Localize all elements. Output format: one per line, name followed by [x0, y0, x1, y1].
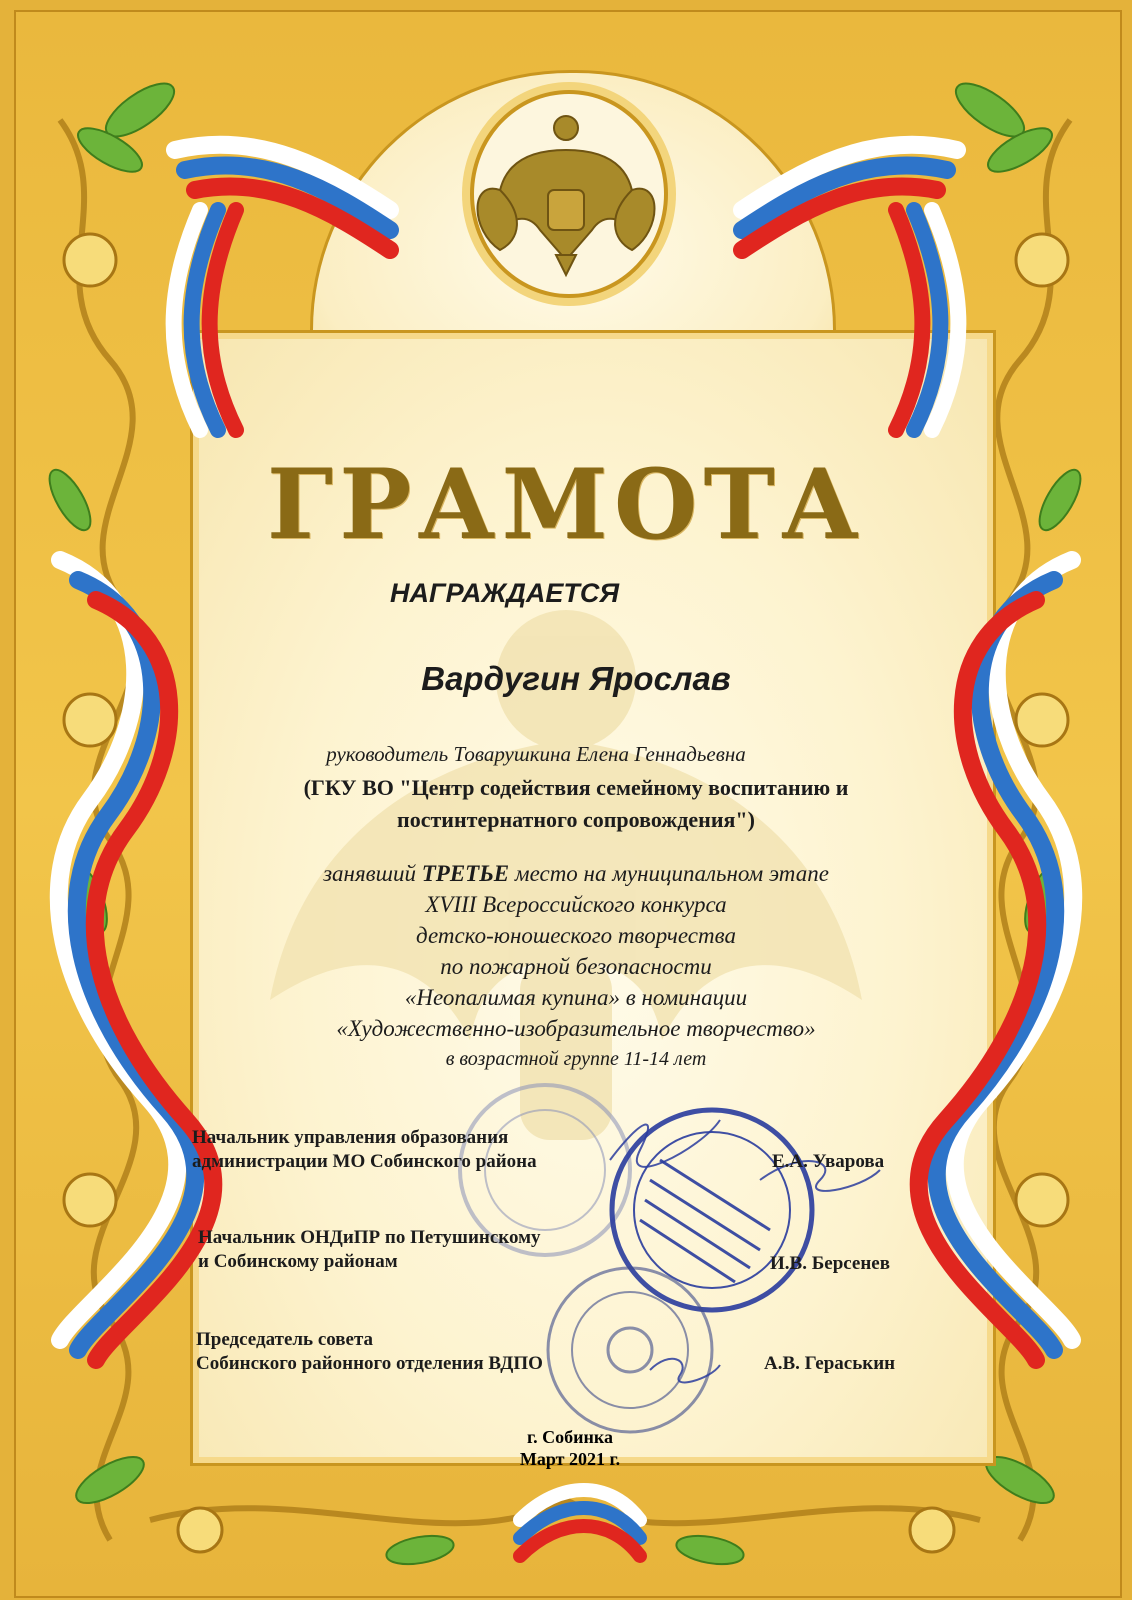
recipient-name: Вардугин Ярослав	[421, 660, 731, 697]
leader-line: руководитель Товарушкина Елена Геннадьевна	[326, 742, 746, 766]
body-line-6: «Художественно-изобразительное творчество»	[336, 1016, 816, 1041]
signatory-title-3b: Собинского районного отделения ВДПО	[196, 1353, 543, 1374]
signatory-name-2: И.В. Берсенев	[770, 1253, 891, 1274]
body-line-1-prefix: занявший	[323, 861, 416, 886]
signatory-name-1: Е.А. Уварова	[772, 1151, 885, 1172]
city: г. Собинка	[527, 1427, 613, 1447]
signatory-title-1a: Начальник управления образования	[192, 1127, 509, 1148]
signature-block-2	[198, 1226, 541, 1274]
signatory-name-3: А.В. Гераськин	[764, 1353, 896, 1374]
signature-block-3	[196, 1328, 543, 1376]
place: ТРЕТЬЕ	[421, 861, 510, 886]
signatory-title-1b: администрации МО Собинского района	[192, 1151, 537, 1172]
signatory-title-3a: Председатель совета	[196, 1329, 374, 1350]
organization-line-1: (ГКУ ВО "Центр содействия семейному воспитанию и	[303, 775, 849, 800]
body-line-7: в возрастной группе 11-14 лет	[445, 1048, 707, 1070]
fire-society-stamp	[548, 1268, 712, 1432]
date: Март 2021 г.	[519, 1449, 621, 1469]
emergency-ministry-stamp	[612, 1110, 812, 1310]
body-line-4: по пожарной безопасности	[440, 954, 712, 979]
signatory-title-2a: Начальник ОНДиПР по Петушинскому	[198, 1227, 541, 1248]
signatory-title-2b: и Собинскому районам	[198, 1251, 398, 1272]
organization-line-2: постинтернатного сопровождения")	[397, 807, 755, 832]
body-line-3: детско-юношеского творчества	[416, 923, 736, 948]
certificate-title: ГРАМОТА	[266, 448, 866, 561]
signature-block-1	[192, 1126, 537, 1174]
body-line-2: XVIII Всероссийского конкурса	[425, 892, 727, 917]
body-line-5: «Неопалимая купина» в номинации	[404, 985, 748, 1010]
awarded-label: НАГРАЖДАЕТСЯ	[390, 578, 620, 608]
body-line-1-suffix: место на муниципальном этапе	[514, 861, 829, 886]
